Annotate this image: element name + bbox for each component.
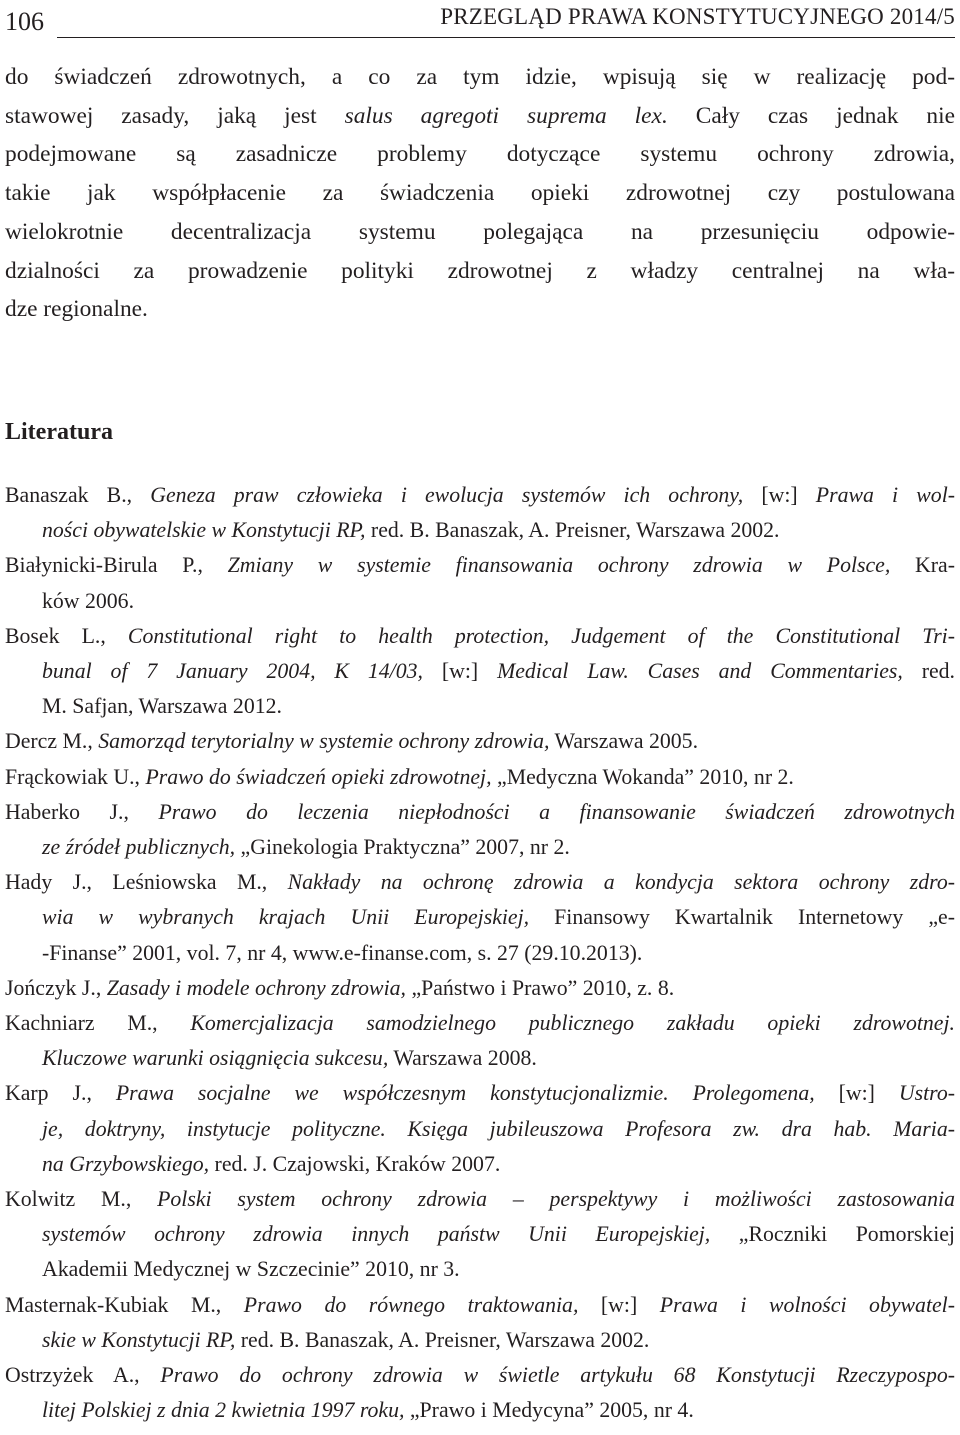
body-line: dze regionalne.: [5, 296, 148, 323]
bibliography-entry: Frąckowiak U., Prawo do świadczeń opieki zdrowotnej, „Medyczna Wokanda” 2010, nr 2.: [5, 764, 794, 789]
body-line: stawowej zasady, jaką jest salus agregoti suprema lex. Cały czas jednak nie: [5, 102, 955, 129]
section-heading: Literatura: [5, 419, 113, 445]
bibliography-entry: Białynicki-Birula P., Zmiany w systemie finansowania ochrony zdrowia w Polsce, Kra- ków 2006.: [5, 553, 955, 613]
bibliography-entry: Bosek L., Constitutional right to health protection, Judgement of the Constitutional Tri- bunal of 7 January 2004, K 14/03, [w:] Medical Law. Cases and Commentaries, red. M. Safjan, Warszawa 2012.: [5, 623, 956, 719]
bibliography-entry: Ostrzyżek A., Prawo do ochrony zdrowia w świetle artykułu 68 Konstytucji Rzeczypospo- litej Polskiej z dnia 2 kwietnia 1997 roku, „Prawo i Medycyna” 2005, nr 4.: [5, 1363, 955, 1423]
bibliography-entry: Haberko J., Prawo do leczenia niepłodności a finansowanie świadczeń zdrowotnych ze źródeł publicznych, „Ginekologia Praktyczna” 2007, nr 2.: [5, 799, 955, 860]
body-paragraph: [5, 58, 955, 329]
bibliography-entry: Masternak-Kubiak M., Prawo do równego traktowania, [w:] Prawa i wolności obywatel- skie w Konstytucji RP, red. B. Banaszak, A. Preisner, Warszawa 2002.: [5, 1292, 955, 1352]
running-header: [5, 0, 955, 44]
bibliography-entry: Karp J., Prawa socjalne we współczesnym konstytucjonalizmie. Prolegomena, [w:] Ustro- je, doktryny, instytucje polityczne. Księga jubileuszowa Profesora zw. dra hab. Maria- na Grzybowskiego, red. J. Czajowski, Kraków 2007.: [5, 1081, 955, 1176]
bibliography-entry: Hady J., Leśniowska M., Nakłady na ochronę zdrowia a kondycja sektora ochrony zdro- wia w wybranych krajach Unii Europejskiej, Finansowy Kwartalnik Internetowy „e- -Finanse” 2001, vol. 7, nr 4, www.e-finanse.com, s. 27 (29.10.2013).: [5, 870, 955, 965]
bibliography-entry: Kolwitz M., Polski system ochrony zdrowia – perspektywy i możliwości zastosowania systemów ochrony zdrowia innych państw Unii Europejskiej, „Roczniki Pomorskiej Akademii Medycznej w Szczecinie” 2010, nr 3.: [5, 1187, 955, 1282]
journal-title: PRZEGLĄD PRAWA KONSTYTUCYJNEGO 2014/5: [440, 4, 955, 29]
body-line: podejmowane są zasadnicze problemy dotyczące systemu ochrony zdrowia,: [5, 141, 955, 168]
page-number: 106: [5, 7, 44, 36]
body-line: do świadczeń zdrowotnych, a co za tym idzie, wpisują się w realizację pod-: [5, 64, 955, 90]
bibliography-entry: Banaszak B., Geneza praw człowieka i ewolucja systemów ich ochrony, [w:] Prawa i wol- ności obywatelskie w Konstytucji RP, red. B. Banaszak, A. Preisner, Warszawa 2002.: [5, 483, 956, 543]
body-line: dzialności za prowadzenie polityki zdrowotnej z władzy centralnej na wła-: [5, 257, 955, 284]
bibliography-list: [5, 478, 955, 1428]
bibliography-entry: Jończyk J., Zasady i modele ochrony zdrowia, „Państwo i Prawo” 2010, z. 8.: [5, 975, 675, 1000]
body-line: takie jak współpłacenie za świadczenia opieki zdrowotnej czy postulowana: [5, 180, 955, 207]
body-line: wielokrotnie decentralizacja systemu polegająca na przesunięciu odpowie-: [5, 218, 955, 245]
header-rule: [57, 37, 955, 38]
latin-maxim: salus agregoti suprema lex.: [344, 102, 668, 129]
bibliography-entry: Dercz M., Samorząd terytorialny w systemie ochrony zdrowia, Warszawa 2005.: [5, 729, 699, 754]
bibliography-entry: Kachniarz M., Komercjalizacja samodzielnego publicznego zakładu opieki zdrowotnej. Kluczowe warunki osiągnięcia sukcesu, Warszawa 2008.: [5, 1011, 955, 1071]
